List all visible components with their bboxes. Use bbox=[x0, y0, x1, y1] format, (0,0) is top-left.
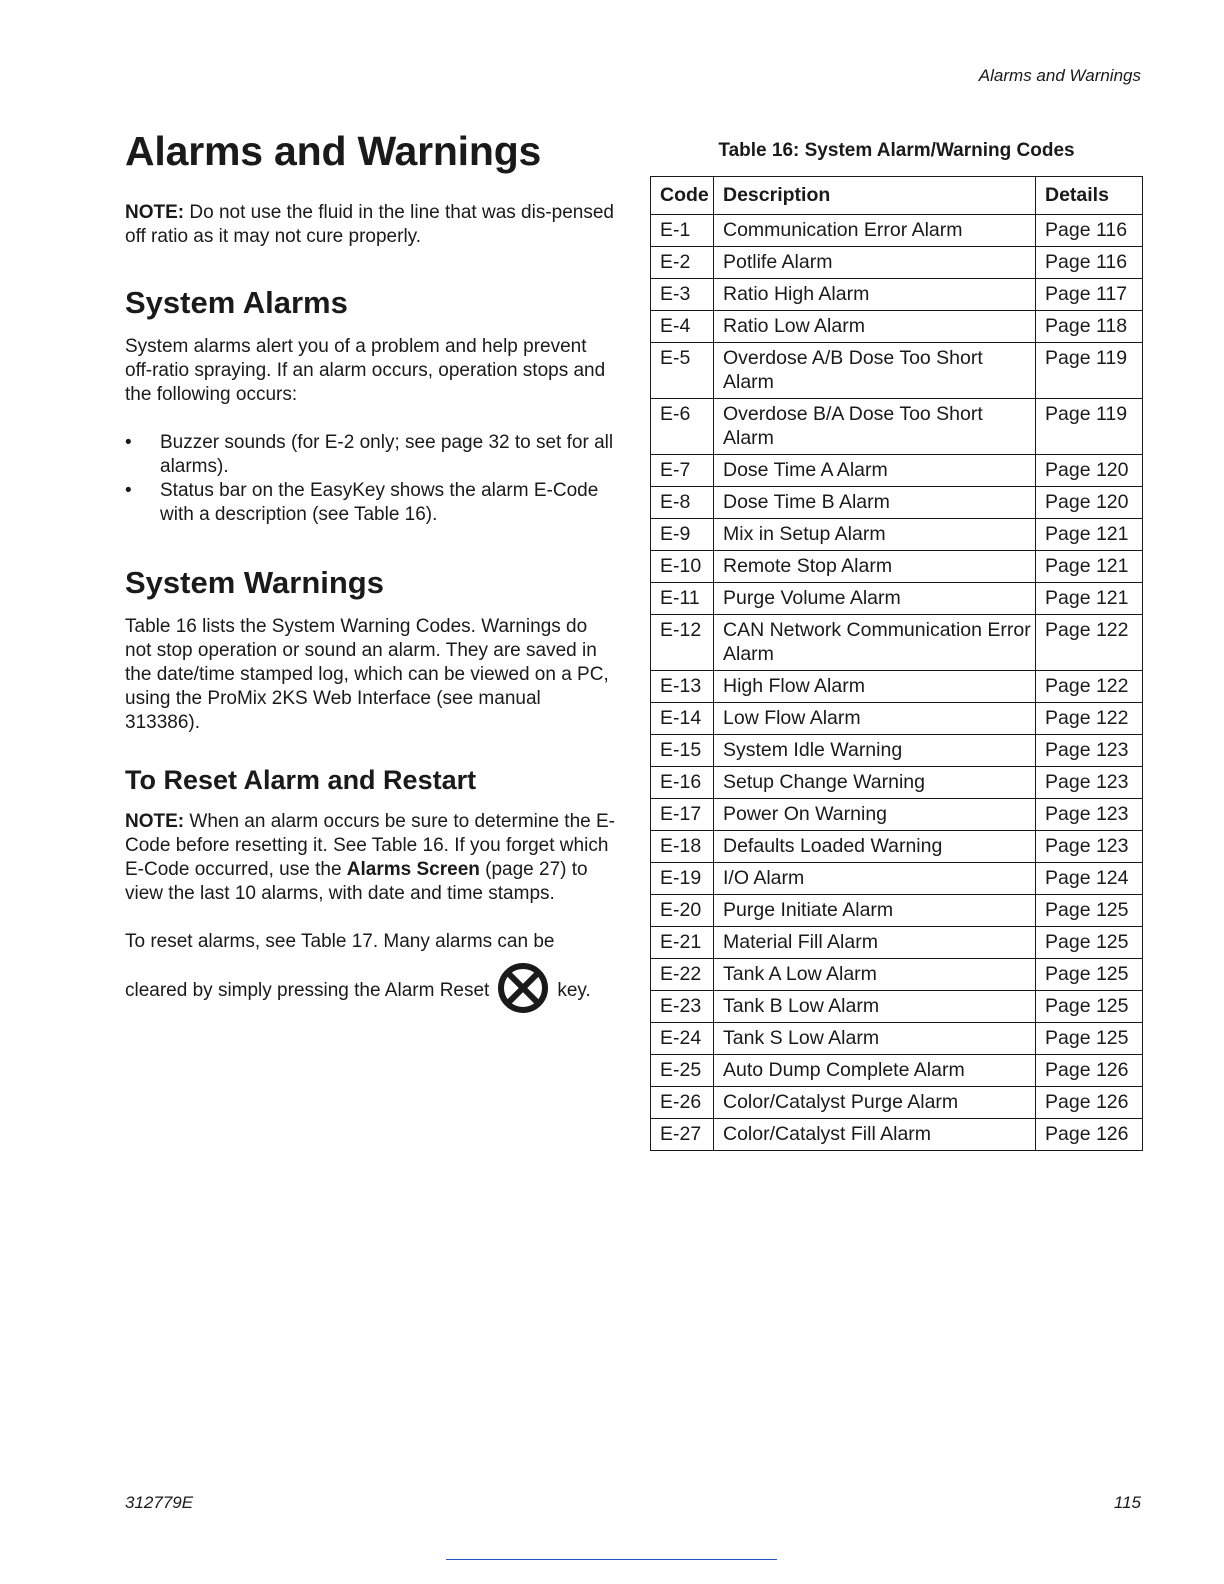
code-cell: E-16 bbox=[651, 767, 714, 799]
table-row bbox=[651, 831, 1143, 863]
page-title: Alarms and Warnings bbox=[125, 128, 542, 174]
code-cell: E-19 bbox=[651, 863, 714, 895]
description-cell: Purge Volume Alarm bbox=[714, 583, 1036, 615]
code-cell: E-1 bbox=[651, 215, 714, 247]
details-cell: Page 123 bbox=[1036, 831, 1143, 863]
header-code: Code bbox=[651, 177, 714, 215]
reset-note-label: NOTE: bbox=[125, 811, 185, 832]
description-cell: Dose Time A Alarm bbox=[714, 455, 1036, 487]
code-cell: E-5 bbox=[651, 343, 714, 399]
table-row bbox=[651, 735, 1143, 767]
code-cell: E-2 bbox=[651, 247, 714, 279]
description-cell: Tank A Low Alarm bbox=[714, 959, 1036, 991]
table-row bbox=[651, 927, 1143, 959]
details-cell: Page 125 bbox=[1036, 895, 1143, 927]
table-row bbox=[651, 487, 1143, 519]
code-cell: E-9 bbox=[651, 519, 714, 551]
code-cell: E-26 bbox=[651, 1087, 714, 1119]
running-header: Alarms and Warnings bbox=[978, 66, 1141, 85]
table-row bbox=[651, 799, 1143, 831]
details-cell: Page 125 bbox=[1036, 959, 1143, 991]
details-cell: Page 125 bbox=[1036, 1023, 1143, 1055]
code-cell: E-11 bbox=[651, 583, 714, 615]
details-cell: Page 123 bbox=[1036, 735, 1143, 767]
table-row bbox=[651, 1023, 1143, 1055]
description-cell: Material Fill Alarm bbox=[714, 927, 1036, 959]
details-cell: Page 120 bbox=[1036, 487, 1143, 519]
details-cell: Page 116 bbox=[1036, 215, 1143, 247]
description-cell: Tank B Low Alarm bbox=[714, 991, 1036, 1023]
details-cell: Page 125 bbox=[1036, 991, 1143, 1023]
code-cell: E-7 bbox=[651, 455, 714, 487]
code-cell: E-12 bbox=[651, 615, 714, 671]
table-row bbox=[651, 247, 1143, 279]
code-cell: E-25 bbox=[651, 1055, 714, 1087]
right-column bbox=[650, 140, 1143, 1151]
reset-text-pre: cleared by simply pressing the Alarm Reset bbox=[125, 979, 490, 1001]
table-row bbox=[651, 671, 1143, 703]
details-cell: Page 126 bbox=[1036, 1087, 1143, 1119]
description-cell: Purge Initiate Alarm bbox=[714, 895, 1036, 927]
description-cell: Communication Error Alarm bbox=[714, 215, 1036, 247]
table-row bbox=[651, 399, 1143, 455]
code-cell: E-27 bbox=[651, 1119, 714, 1151]
details-cell: Page 119 bbox=[1036, 399, 1143, 455]
reset-note-text-b: (page 27) to view the last 10 alarms, with date and time stamps. bbox=[125, 859, 588, 904]
description-cell: I/O Alarm bbox=[714, 863, 1036, 895]
table-row bbox=[651, 311, 1143, 343]
description-cell: Overdose B/A Dose Too Short Alarm bbox=[714, 399, 1036, 455]
details-cell: Page 121 bbox=[1036, 519, 1143, 551]
left-column bbox=[125, 128, 615, 1019]
description-cell: Overdose A/B Dose Too Short Alarm bbox=[714, 343, 1036, 399]
table-row bbox=[651, 615, 1143, 671]
code-cell: E-15 bbox=[651, 735, 714, 767]
table-row bbox=[651, 215, 1143, 247]
description-cell: Low Flow Alarm bbox=[714, 703, 1036, 735]
details-cell: Page 121 bbox=[1036, 551, 1143, 583]
code-cell: E-13 bbox=[651, 671, 714, 703]
table-row bbox=[651, 767, 1143, 799]
description-cell: Mix in Setup Alarm bbox=[714, 519, 1036, 551]
code-cell: E-24 bbox=[651, 1023, 714, 1055]
description-cell: Ratio Low Alarm bbox=[714, 311, 1036, 343]
details-cell: Page 121 bbox=[1036, 583, 1143, 615]
table-row bbox=[651, 519, 1143, 551]
description-cell: Dose Time B Alarm bbox=[714, 487, 1036, 519]
header-description: Description bbox=[714, 177, 1036, 215]
code-cell: E-17 bbox=[651, 799, 714, 831]
description-cell: Remote Stop Alarm bbox=[714, 551, 1036, 583]
system-alarms-heading: System Alarms bbox=[125, 285, 348, 320]
doc-number: 312779E bbox=[125, 1493, 194, 1512]
table-row bbox=[651, 551, 1143, 583]
description-cell: Defaults Loaded Warning bbox=[714, 831, 1036, 863]
table-row bbox=[651, 959, 1143, 991]
code-cell: E-4 bbox=[651, 311, 714, 343]
system-warnings-heading: System Warnings bbox=[125, 565, 384, 600]
code-cell: E-18 bbox=[651, 831, 714, 863]
alarms-screen-ref: Alarms Screen bbox=[346, 859, 480, 880]
table-row bbox=[651, 863, 1143, 895]
details-cell: Page 125 bbox=[1036, 927, 1143, 959]
details-cell: Page 124 bbox=[1036, 863, 1143, 895]
table-row bbox=[651, 455, 1143, 487]
description-cell: Tank S Low Alarm bbox=[714, 1023, 1036, 1055]
details-cell: Page 126 bbox=[1036, 1055, 1143, 1087]
table-body bbox=[651, 215, 1143, 1151]
description-cell: Potlife Alarm bbox=[714, 247, 1036, 279]
reset-note bbox=[125, 810, 615, 906]
code-cell: E-23 bbox=[651, 991, 714, 1023]
code-cell: E-8 bbox=[651, 487, 714, 519]
alarm-reset-key-icon bbox=[497, 962, 549, 1019]
table-row bbox=[651, 1055, 1143, 1087]
table-row bbox=[651, 343, 1143, 399]
list-item: • Status bar on the EasyKey shows the alarm E-Code with a description (see Table 16). bbox=[125, 479, 615, 527]
table-header-row bbox=[651, 177, 1143, 215]
description-cell: System Idle Warning bbox=[714, 735, 1036, 767]
description-cell: Ratio High Alarm bbox=[714, 279, 1036, 311]
note-text: Do not use the fluid in the line that was dis-pensed off ratio as it may not cure properly. bbox=[125, 202, 614, 247]
reset-paragraph-1: To reset alarms, see Table 17. Many alarms can be bbox=[125, 931, 555, 952]
description-cell: High Flow Alarm bbox=[714, 671, 1036, 703]
header-details: Details bbox=[1036, 177, 1143, 215]
details-cell: Page 122 bbox=[1036, 671, 1143, 703]
table-row bbox=[651, 991, 1143, 1023]
code-cell: E-21 bbox=[651, 927, 714, 959]
description-cell: Color/Catalyst Fill Alarm bbox=[714, 1119, 1036, 1151]
description-cell: Color/Catalyst Purge Alarm bbox=[714, 1087, 1036, 1119]
reset-paragraph-2 bbox=[125, 962, 615, 1019]
reset-note-text-a: When an alarm occurs be sure to determine the E-Code before resetting it. See Table 16. If you forget which E-Code occurred, use the bbox=[125, 811, 615, 880]
table-row bbox=[651, 583, 1143, 615]
details-cell: Page 122 bbox=[1036, 703, 1143, 735]
code-cell: E-6 bbox=[651, 399, 714, 455]
description-cell: CAN Network Communication Error Alarm bbox=[714, 615, 1036, 671]
code-cell: E-14 bbox=[651, 703, 714, 735]
reset-text-post: key. bbox=[557, 979, 591, 1001]
details-cell: Page 123 bbox=[1036, 767, 1143, 799]
list-item: • Buzzer sounds (for E-2 only; see page 32 to set for all alarms). bbox=[125, 431, 615, 479]
table-row bbox=[651, 1119, 1143, 1151]
code-cell: E-20 bbox=[651, 895, 714, 927]
description-cell: Power On Warning bbox=[714, 799, 1036, 831]
bottom-rule bbox=[446, 1559, 777, 1560]
description-cell: Auto Dump Complete Alarm bbox=[714, 1055, 1036, 1087]
details-cell: Page 116 bbox=[1036, 247, 1143, 279]
code-cell: E-3 bbox=[651, 279, 714, 311]
table-row bbox=[651, 895, 1143, 927]
reset-heading: To Reset Alarm and Restart bbox=[125, 765, 477, 795]
code-cell: E-22 bbox=[651, 959, 714, 991]
details-cell: Page 126 bbox=[1036, 1119, 1143, 1151]
page-number: 115 bbox=[1113, 1493, 1141, 1512]
alarm-effects-list bbox=[125, 431, 615, 527]
details-cell: Page 118 bbox=[1036, 311, 1143, 343]
note-paragraph bbox=[125, 201, 615, 249]
details-cell: Page 122 bbox=[1036, 615, 1143, 671]
note-label: NOTE: bbox=[125, 202, 185, 223]
table-caption: Table 16: System Alarm/Warning Codes bbox=[718, 140, 1075, 161]
alarm-codes-table bbox=[650, 176, 1143, 1151]
details-cell: Page 120 bbox=[1036, 455, 1143, 487]
details-cell: Page 117 bbox=[1036, 279, 1143, 311]
system-warnings-text: Table 16 lists the System Warning Codes. Warnings do not stop operation or sound an alarm. They are saved in the date/time stamped log, which can be viewed on a PC, using the ProMix 2KS Web Interface (see manual 313386). bbox=[125, 616, 609, 733]
table-row bbox=[651, 703, 1143, 735]
details-cell: Page 119 bbox=[1036, 343, 1143, 399]
description-cell: Setup Change Warning bbox=[714, 767, 1036, 799]
table-row bbox=[651, 1087, 1143, 1119]
code-cell: E-10 bbox=[651, 551, 714, 583]
system-alarms-intro: System alarms alert you of a problem and help prevent off-ratio spraying. If an alarm occurs, operation stops and the following occurs: bbox=[125, 336, 606, 405]
table-row bbox=[651, 279, 1143, 311]
details-cell: Page 123 bbox=[1036, 799, 1143, 831]
